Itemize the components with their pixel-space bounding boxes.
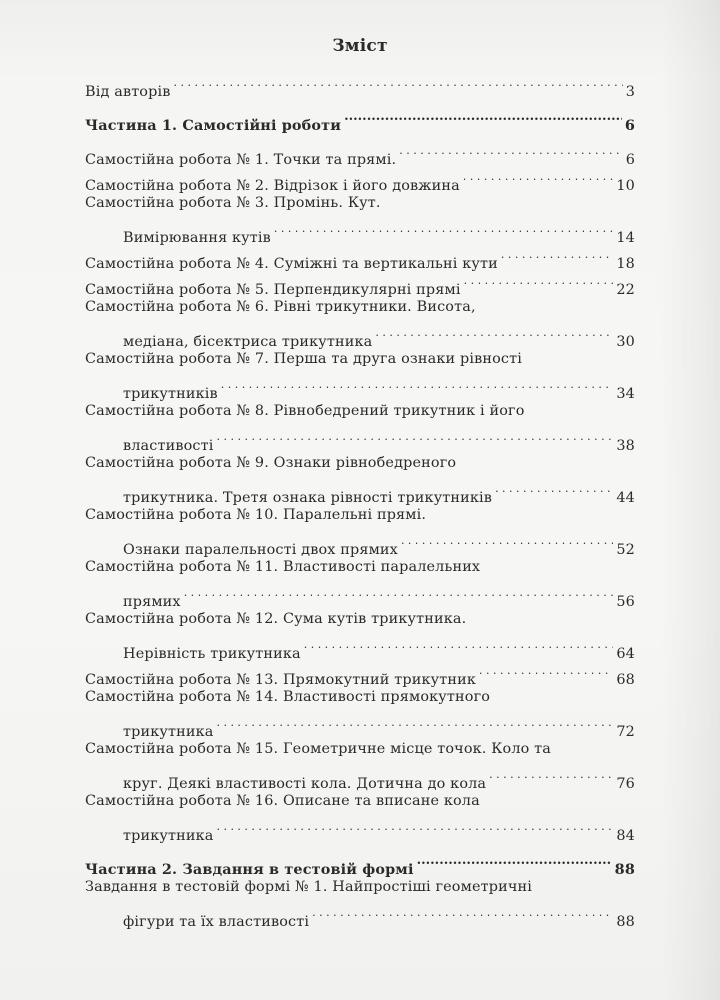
leader-dots [464, 268, 614, 294]
toc-entry-line1: Самостійна робота № 11. Властивості паралельних [85, 559, 481, 575]
toc-entry-line1: Самостійна робота № 12. Сума кутів трикутника. [85, 611, 467, 627]
toc-entry-line1: Самостійна робота № 6. Рівні трикутники. Висота, [85, 299, 476, 315]
toc-entry-sr1[interactable] [85, 138, 635, 168]
toc-entry-sr6[interactable] [85, 294, 635, 350]
toc-entry-text: Ознаки паралельності двох прямих [123, 542, 398, 558]
toc-entry-line1: Самостійна робота № 16. Описане та вписане кола [85, 793, 480, 809]
toc-entry-line1: Завдання в тестовій формі № 1. Найпростіші геометричні [85, 879, 533, 895]
toc-page-number: 76 [616, 776, 635, 792]
toc-entry-authors[interactable] [85, 70, 635, 100]
toc-entry-text: Самостійна робота № 13. Прямокутний трикутник [85, 672, 476, 688]
toc-entry-sr15[interactable] [85, 736, 635, 792]
toc-entry-text: круг. Деякі властивості кола. Дотична до кола [123, 776, 487, 792]
leader-dots [501, 242, 614, 268]
toc-page-number: 88 [614, 861, 635, 878]
toc-entry-line1: Самостійна робота № 8. Рівнобедрений трикутник і його [85, 403, 525, 419]
leader-dots [401, 528, 613, 554]
table-of-contents [85, 70, 635, 930]
toc-entry-text: Самостійна робота № 5. Перпендикулярні прямі [85, 282, 461, 298]
toc-entry-text: трикутника [123, 828, 214, 844]
toc-entry-text: Самостійна робота № 2. Відрізок і його довжина [85, 178, 460, 194]
toc-entry-text: трикутників [123, 386, 218, 402]
toc-entry-text: Вимірювання кутів [123, 230, 271, 246]
leader-dots [274, 216, 613, 242]
toc-entry-text: Частина 2. Завдання в тестовій формі [85, 861, 414, 878]
toc-entry-sr14[interactable] [85, 684, 635, 740]
toc-entry-line1: Самостійна робота № 3. Промінь. Кут. [85, 195, 381, 211]
toc-entry-sr12[interactable] [85, 606, 635, 662]
leader-dots [489, 762, 613, 788]
toc-entry-text: Самостійна робота № 1. Точки та прямі. [85, 152, 397, 168]
toc-entry-sr8[interactable] [85, 398, 635, 454]
toc-entry-text: Нерівність трикутника [123, 646, 301, 662]
toc-entry-text: Від авторів [85, 84, 171, 100]
toc-entry-text: медіана, бісектриса трикутника [123, 334, 373, 350]
toc-page-number: 64 [616, 646, 635, 662]
toc-page-number: 10 [616, 178, 635, 194]
toc-entry-text: Частина 1. Самостійні роботи [85, 117, 342, 134]
toc-page-number: 6 [625, 152, 635, 168]
leader-dots [417, 848, 612, 874]
leader-dots [463, 164, 613, 190]
toc-entry-text: трикутника. Третя ознака рівності трикутників [123, 490, 493, 506]
toc-entry-sr9[interactable] [85, 450, 635, 506]
toc-page-number: 14 [616, 230, 635, 246]
toc-entry-line1: Самостійна робота № 9. Ознаки рівнобедреного [85, 455, 457, 471]
toc-page-number: 6 [624, 117, 635, 134]
toc-page-number: 38 [616, 438, 635, 454]
leader-dots [344, 104, 622, 130]
leader-dots [184, 580, 614, 606]
leader-dots [495, 476, 613, 502]
leader-dots [399, 138, 622, 164]
toc-entry-text: Самостійна робота № 4. Суміжні та вертикальні кути [85, 256, 498, 272]
leader-dots [174, 70, 623, 96]
leader-dots [375, 320, 613, 346]
toc-entry-sr10[interactable] [85, 502, 635, 558]
toc-page-number: 22 [616, 282, 635, 298]
toc-entry-sr3[interactable] [85, 190, 635, 246]
toc-page-number: 44 [616, 490, 635, 506]
toc-entry-text: прямих [123, 594, 181, 610]
toc-entry-sr16[interactable] [85, 788, 635, 844]
toc-page-number: 3 [625, 84, 635, 100]
toc-entry-sr11[interactable] [85, 554, 635, 610]
leader-dots [216, 424, 613, 450]
toc-part-2[interactable] [85, 848, 635, 878]
toc-page-number: 18 [616, 256, 635, 272]
toc-page-number: 88 [616, 914, 635, 930]
toc-page-number: 56 [616, 594, 635, 610]
leader-dots [304, 632, 614, 658]
leader-dots [312, 900, 613, 926]
page-shadow [660, 0, 720, 1000]
leader-dots [479, 658, 613, 684]
leader-dots [216, 814, 613, 840]
toc-page-number: 84 [616, 828, 635, 844]
toc-page-number: 30 [616, 334, 635, 350]
toc-entry-test1[interactable] [85, 874, 635, 930]
toc-page-number: 72 [616, 724, 635, 740]
toc-entry-line1: Самостійна робота № 15. Геометричне місце точок. Коло та [85, 741, 552, 757]
leader-dots [216, 710, 613, 736]
toc-entry-text: фігури та їх властивості [123, 914, 310, 930]
toc-entry-text: властивості [123, 438, 214, 454]
toc-page-number: 68 [616, 672, 635, 688]
leader-dots [221, 372, 614, 398]
toc-title: Зміст [332, 36, 388, 56]
toc-part-1[interactable] [85, 104, 635, 134]
toc-entry-line1: Самостійна робота № 10. Паралельні прямі. [85, 507, 427, 523]
toc-entry-sr7[interactable] [85, 346, 635, 402]
toc-entry-line1: Самостійна робота № 14. Властивості прямокутного [85, 689, 491, 705]
toc-page-number: 52 [616, 542, 635, 558]
toc-entry-text: трикутника [123, 724, 214, 740]
toc-entry-line1: Самостійна робота № 7. Перша та друга ознаки рівності [85, 351, 522, 367]
toc-page-number: 34 [616, 386, 635, 402]
